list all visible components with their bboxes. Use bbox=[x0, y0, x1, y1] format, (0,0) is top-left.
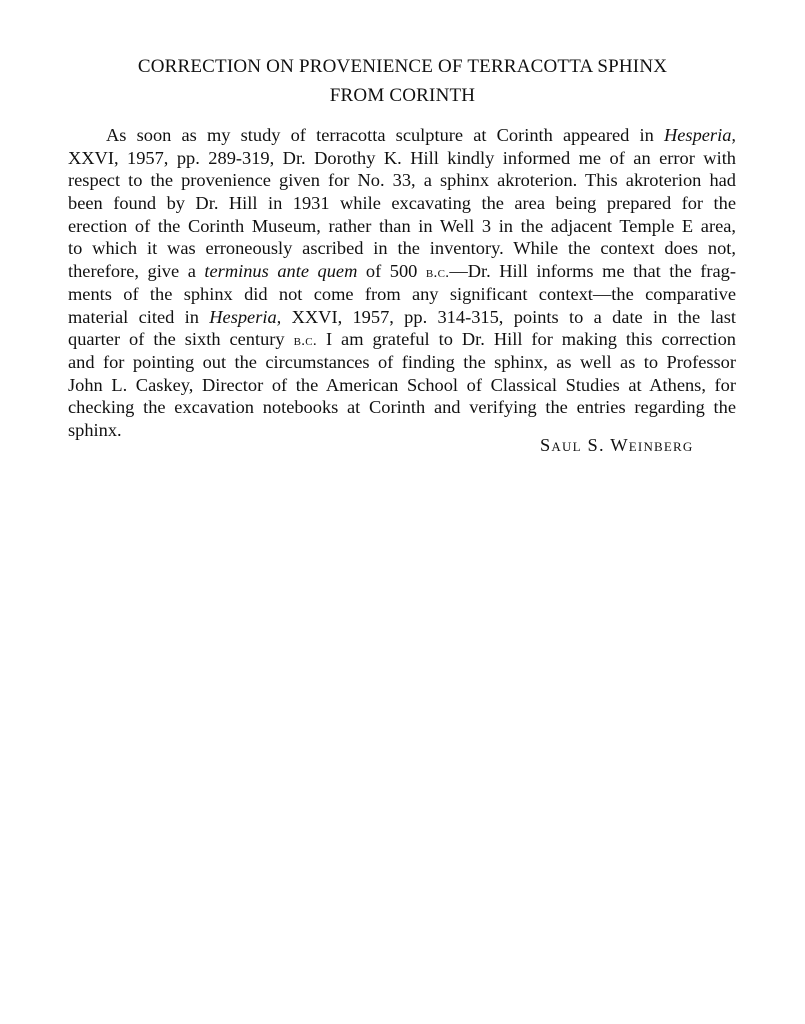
body-line: sphinx. bbox=[68, 419, 122, 440]
article-title-line-1: CORRECTION ON PROVENIENCE OF TERRACOTTA SPHINX bbox=[137, 56, 668, 77]
body-text-run: material cited in bbox=[68, 306, 210, 327]
body-line: ments of the sphinx did not come from any significant context—the comparative bbox=[68, 283, 736, 304]
body-line: to which it was erroneously ascribed in the inventory. While the context does not, bbox=[68, 238, 736, 259]
body-text-run: quarter of the sixth century bbox=[68, 329, 294, 350]
journal-title-italic: Hesperia, bbox=[663, 125, 736, 145]
article-body bbox=[68, 124, 736, 442]
body-line bbox=[68, 306, 736, 329]
body-line: XXVI, 1957, pp. 289-319, Dr. Dorothy K. Hill kindly informed me of an error with bbox=[68, 147, 736, 168]
body-line: respect to the provenience given for No. 33, a sphinx akroterion. This akroterion had bbox=[68, 170, 736, 191]
body-line bbox=[68, 124, 736, 147]
journal-title-italic: Hesperia, bbox=[209, 306, 282, 327]
body-text-run: —Dr. Hill informs me that the frag- bbox=[449, 261, 736, 282]
body-line: been found by Dr. Hill in 1931 while excavating the area being prepared for the bbox=[68, 193, 736, 214]
body-text-run: As soon as my study of terracotta sculpture at Corinth appeared in bbox=[106, 125, 664, 145]
latin-term-italic: terminus ante quem bbox=[204, 261, 358, 282]
body-line: checking the excavation notebooks at Corinth and verifying the entries regarding the bbox=[68, 397, 736, 418]
era-abbreviation: b.c. bbox=[425, 265, 450, 282]
body-text-run: of 500 bbox=[357, 261, 426, 282]
body-text-run: XXVI, 1957, pp. 314-315, points to a date in the last bbox=[281, 306, 736, 327]
body-line: and for pointing out the circumstances of finding the sphinx, as well as to Professor bbox=[68, 351, 736, 372]
era-abbreviation: b.c. bbox=[293, 333, 317, 350]
body-line bbox=[68, 260, 736, 283]
author-signature: Saul S. Weinberg bbox=[540, 435, 694, 455]
body-line: erection of the Corinth Museum, rather than in Well 3 in the adjacent Temple E area, bbox=[68, 215, 736, 236]
body-line: John L. Caskey, Director of the American School of Classical Studies at Athens, for bbox=[68, 374, 736, 395]
body-text-run: I am grateful to Dr. Hill for making this correction bbox=[317, 329, 736, 350]
article-title-line-2: FROM CORINTH bbox=[329, 85, 476, 106]
body-text-run: therefore, give a bbox=[68, 261, 205, 282]
body-line bbox=[68, 328, 736, 351]
